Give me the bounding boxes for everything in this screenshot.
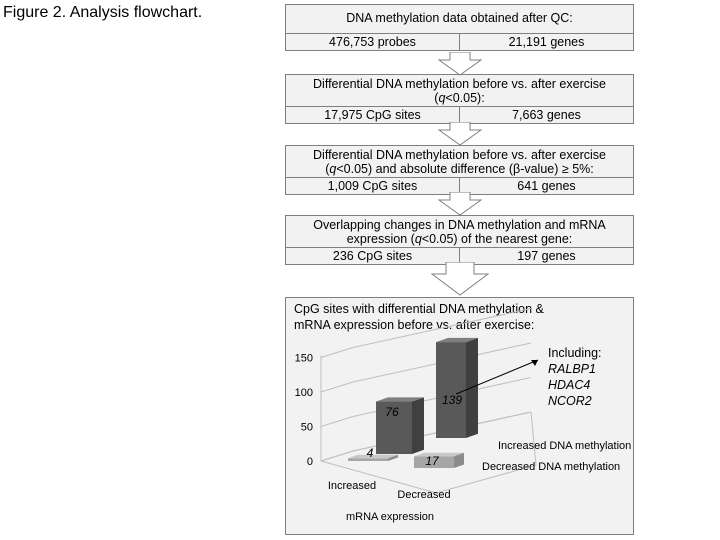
step-4-title-line1: Overlapping changes in DNA methylation and mRNA	[313, 218, 606, 232]
gene-label: NCOR2	[548, 394, 592, 408]
bar-inc-meth-dec-mrna-side	[466, 338, 478, 438]
down-arrow-icon	[438, 122, 482, 146]
panel-title-line2: mRNA expression before vs. after exercise:	[294, 318, 535, 332]
gridline	[321, 417, 353, 427]
bar-inc-meth-inc-mrna	[376, 397, 424, 454]
step-4-title-pre: expression (	[346, 232, 415, 246]
flow-step-3	[285, 145, 634, 195]
figure-title: Figure 2. Analysis flowchart.	[3, 4, 203, 21]
x-axis-label: mRNA expression	[345, 511, 435, 523]
step-1-title: DNA methylation data obtained after QC:	[346, 11, 573, 25]
flow-step-1	[285, 4, 634, 51]
step-2-title-line1: Differential DNA methylation before vs. after exercise	[313, 77, 606, 91]
step-3-q: q	[329, 162, 337, 176]
y-tick-label: 150	[294, 352, 313, 365]
down-arrow-icon	[431, 262, 489, 296]
step-3-right: 641 genes	[517, 179, 576, 193]
series-label: Increased DNA methylation	[498, 440, 632, 452]
step-4-q: q	[414, 232, 422, 246]
step-2-title-pre: (	[434, 91, 439, 105]
value-label: 76	[385, 405, 399, 419]
step-3-title-line1: Differential DNA methylation before vs. after exercise	[313, 148, 606, 162]
y-tick-label: 50	[300, 421, 313, 434]
step-3-left: 1,009 CpG sites	[286, 178, 460, 194]
step-4-left: 236 CpG sites	[286, 248, 460, 264]
step-4-right: 197 genes	[517, 249, 576, 263]
series-label: Decreased DNA methylation	[482, 461, 621, 473]
gene-label: HDAC4	[548, 378, 591, 392]
x-tick-label: Increased	[327, 480, 377, 492]
value-label: 17	[425, 454, 439, 468]
y-tick-label: 0	[306, 456, 313, 468]
bar-chart	[286, 298, 633, 534]
step-3-title-pre: (	[325, 162, 330, 176]
down-arrow-icon	[438, 52, 482, 76]
down-arrow-icon	[438, 192, 482, 216]
step-2-left: 17,975 CpG sites	[286, 107, 460, 123]
flow-step-2	[285, 74, 634, 124]
step-2-counts	[286, 106, 633, 123]
bar-inc-meth-dec-mrna-front	[436, 342, 466, 438]
step-1-counts	[286, 33, 633, 50]
step-3-title-rest: <0.05) and absolute difference (β-value) ≥ 5%:	[336, 162, 594, 176]
step-3-title	[286, 146, 633, 177]
bar-dec-meth-dec-mrna	[414, 453, 464, 468]
including-label: Including:	[548, 346, 602, 360]
step-2-title	[286, 75, 633, 106]
value-label: 139	[441, 393, 463, 407]
gridline	[321, 382, 353, 392]
step-4-title-rest: <0.05) of the nearest gene:	[421, 232, 573, 246]
results-panel	[285, 297, 634, 535]
panel-title-line1: CpG sites with differential DNA methylation &	[294, 302, 544, 316]
step-2-right: 7,663 genes	[512, 108, 581, 122]
step-1-left: 476,753 probes	[286, 34, 460, 50]
gridline	[321, 348, 353, 358]
gene-label: RALBP1	[548, 362, 596, 376]
flow-step-4	[285, 215, 634, 265]
y-tick-label: 100	[294, 387, 313, 399]
step-2-q: q	[438, 91, 446, 105]
step-2-title-rest: <0.05):	[445, 91, 485, 105]
value-label: 4	[366, 446, 374, 460]
x-tick-label: Decreased	[397, 489, 451, 501]
step-4-title	[286, 216, 633, 247]
step-1-right: 21,191 genes	[508, 35, 585, 49]
bar-inc-meth-inc-mrna-side	[412, 397, 424, 454]
